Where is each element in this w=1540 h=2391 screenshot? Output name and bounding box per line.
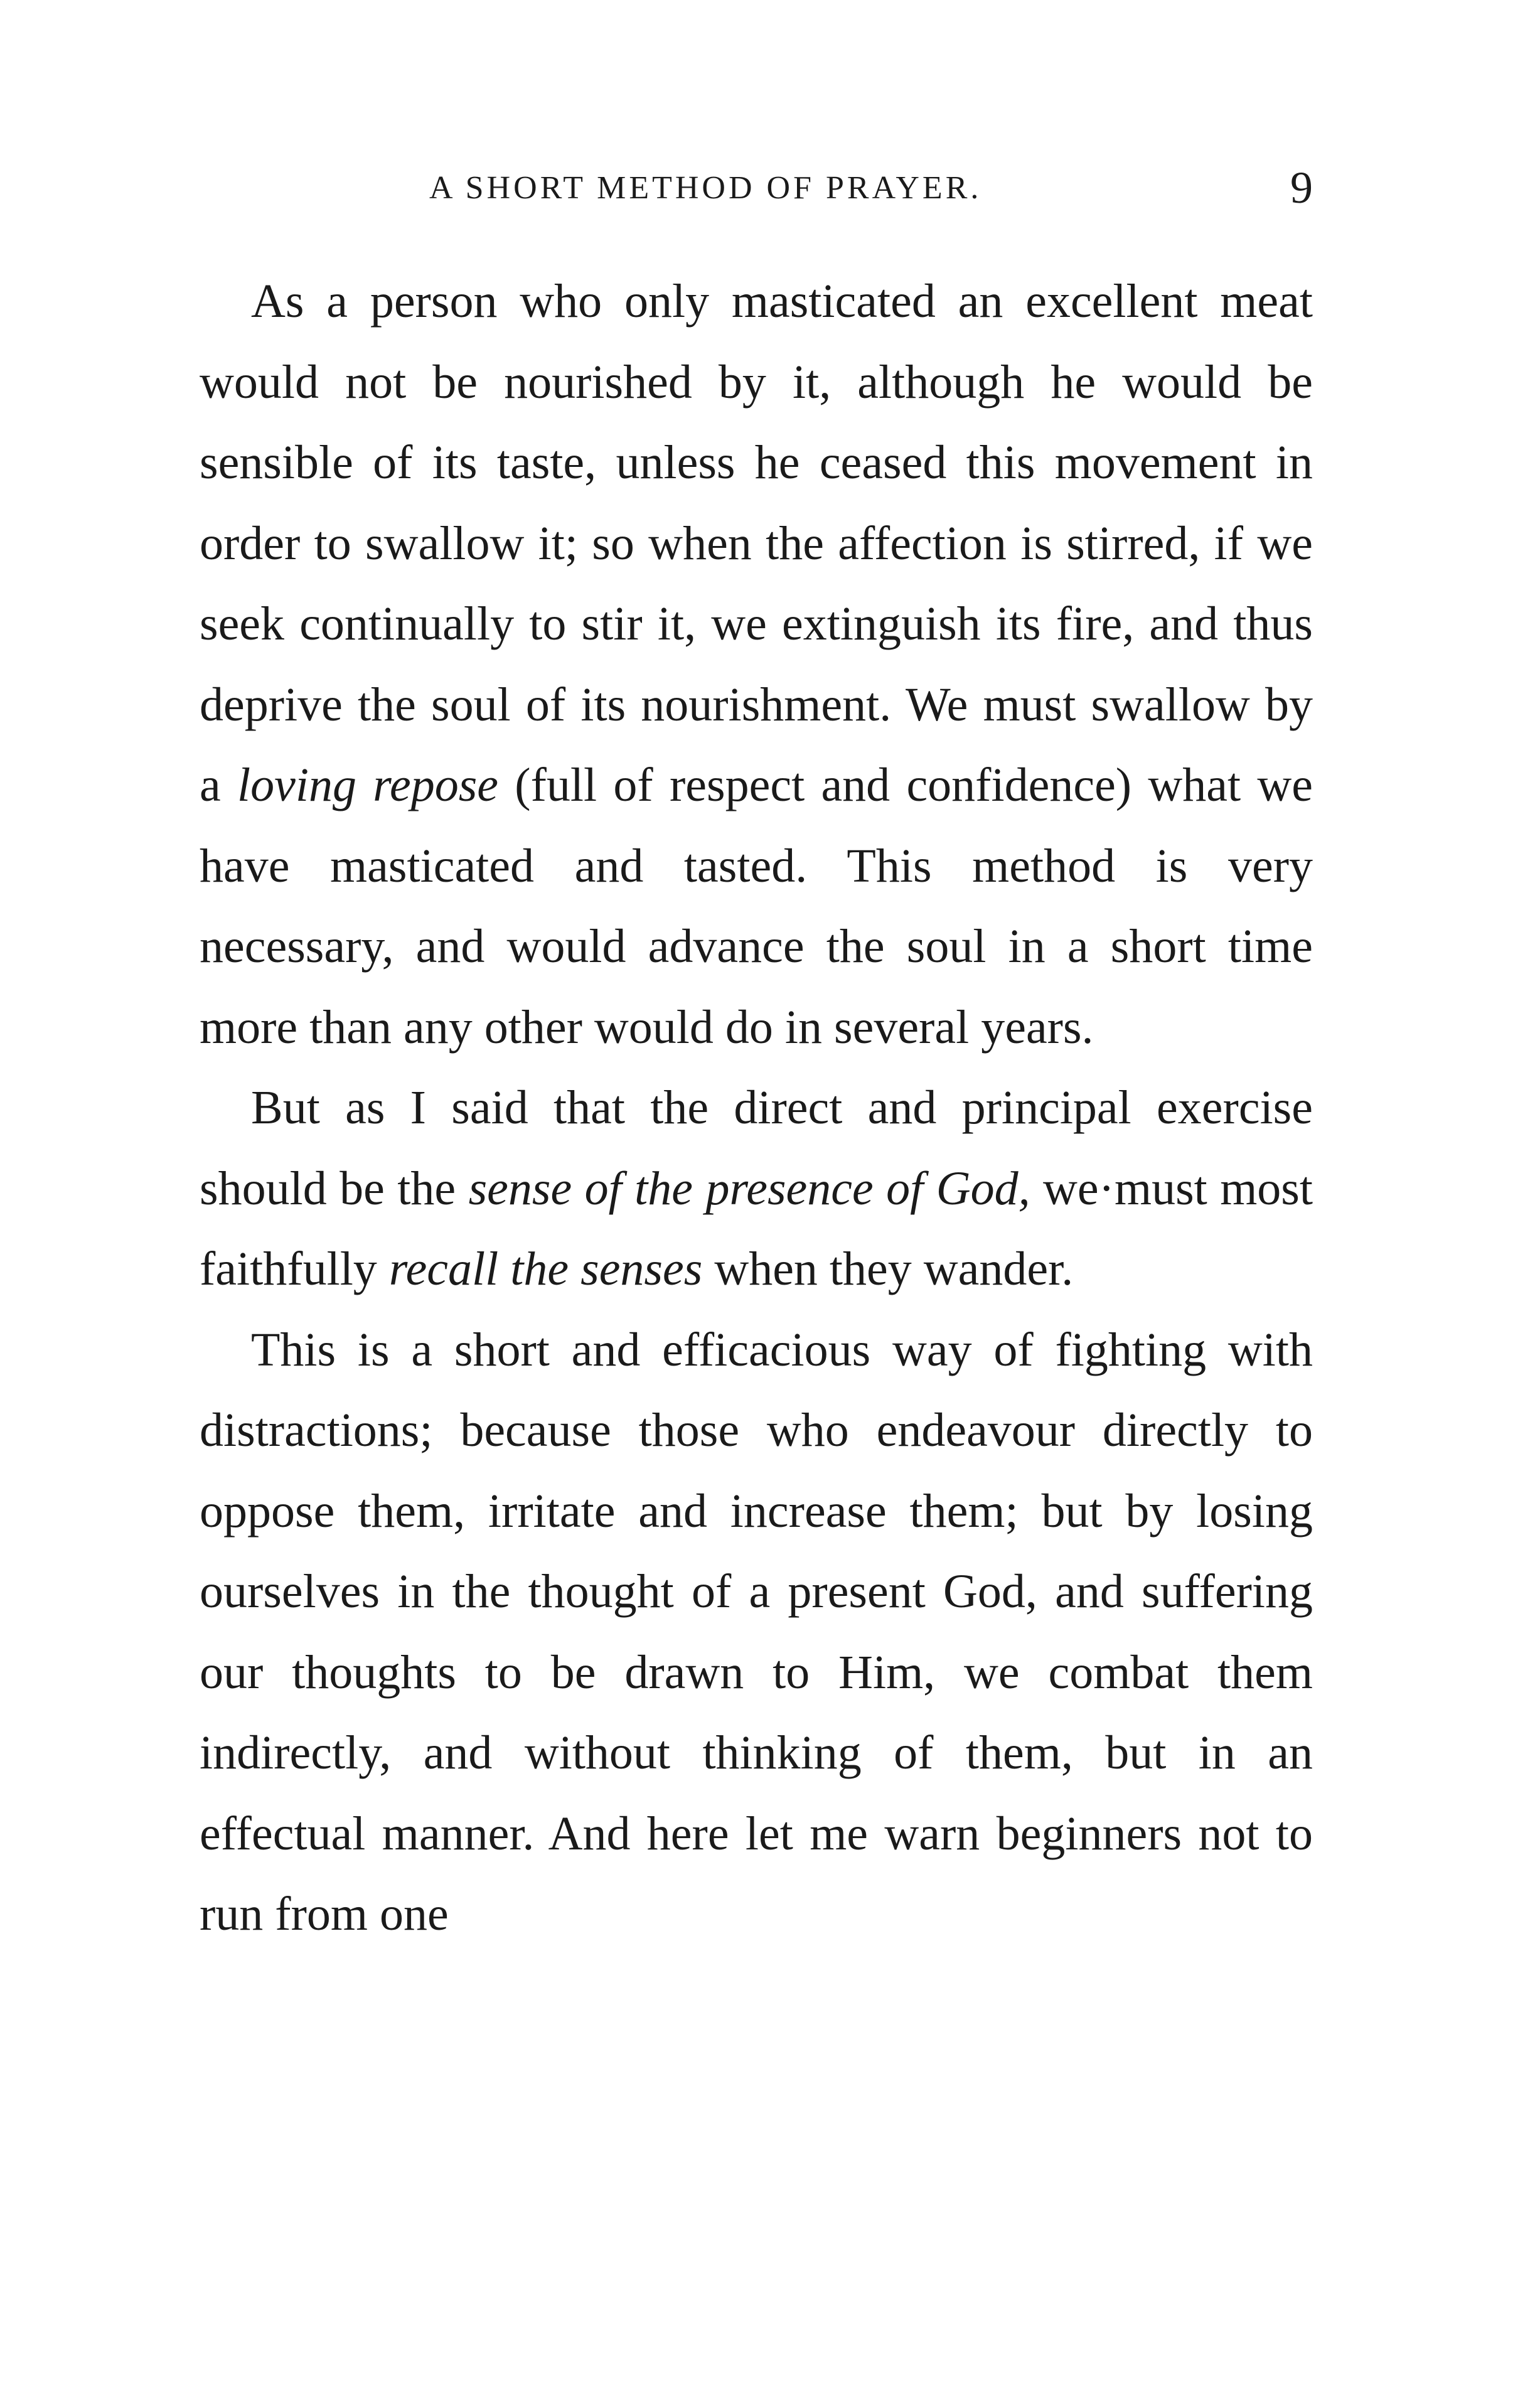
page-number: 9 — [1290, 163, 1313, 213]
paragraph-1-text-1: As a person who only masticated an excellent meat would not be nourished by it, although he would be sensible of its taste, unless he ceased this movement in order to swallow it; so when the affection is stirred, if we seek continually to stir it, we extinguish its fire, and thus deprive the soul of its nourishment. We must swallow by a — [200, 275, 1313, 811]
paragraph-2-text-1: But as I said that the direct and principal exercise should be the — [200, 1081, 1313, 1215]
paragraph-2-text-2: we·must most faithfully — [200, 1162, 1313, 1295]
paragraph-1-italic-1: loving repose — [237, 759, 499, 811]
page-header — [200, 164, 1313, 215]
running-title: A SHORT METHOD OF PRAYER. — [429, 170, 982, 206]
paragraph-2-italic-1: sense of the presence of God, — [468, 1162, 1030, 1215]
body-text — [200, 261, 1313, 1955]
paragraph-2 — [200, 1067, 1313, 1310]
paragraph-3-text-1: This is a short and efficacious way of fighting with distractions; because those who endeavour directly to oppose them, irritate and increase them; but by losing ourselves in the thought of a present God, and suffering our thoughts to be drawn to Him, we combat them indirectly, and without thinking of them, but in an effectual manner. And here let me warn beginners not to run from one — [200, 1323, 1313, 1940]
paragraph-3 — [200, 1310, 1313, 1955]
paragraph-2-italic-2: recall the senses — [388, 1243, 703, 1295]
paragraph-1 — [200, 261, 1313, 1067]
paragraph-1-text-2: (full of respect and confidence) what we have masticated and tasted. This method is very necessary, and would advance the soul in a short time more than any other would do in several years. — [200, 759, 1313, 1054]
paragraph-2-text-3: when they wander. — [702, 1243, 1074, 1295]
